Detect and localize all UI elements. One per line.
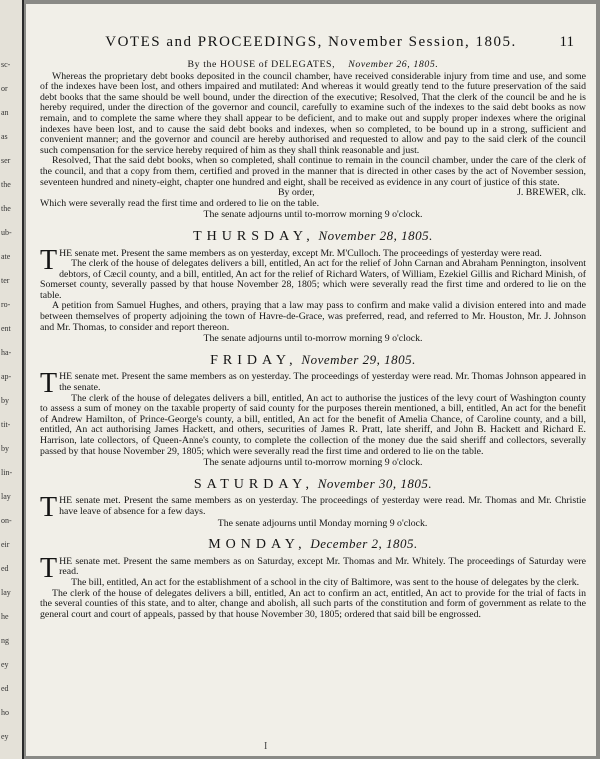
gutter-fragment: an — [1, 108, 9, 117]
adjourn-line: The senate adjourns until to-morrow morning 9 o'clock. — [203, 457, 423, 469]
adjourn-line: The senate adjourns until to-morrow morning 9 o'clock. — [203, 333, 423, 345]
gutter-fragment: lay — [1, 492, 11, 501]
day-heading — [40, 536, 586, 553]
gutter-fragment: ro- — [1, 300, 11, 309]
gutter-fragment: sc- — [1, 60, 11, 69]
day-date: November 30, 1805. — [313, 475, 433, 491]
adjacent-page-edge — [0, 0, 24, 759]
gutter-fragment: lay — [1, 588, 11, 597]
gutter-fragment: ey — [1, 732, 9, 741]
gutter-fragment: the — [1, 204, 11, 213]
adjourn-line: The senate adjourns until to-morrow morning 9 o'clock. — [203, 209, 423, 221]
gutter-fragment: ter — [1, 276, 10, 285]
gutter-fragment: tit- — [1, 420, 11, 429]
intro-paragraph: Resolved, That the said debt books, when so completed, shall continue to remain in the council chamber, under the care of the clerk of the council, and that a copy from them, certified and proved in the manner that is directed in other cases by the act of November session, seventeen hundred and ninety-eight, chapter one hundred and eight, shall be received as evidence in any court of justice of this state. — [40, 155, 586, 188]
gutter-fragment: or — [1, 84, 8, 93]
gutter-fragment: the — [1, 180, 11, 189]
gutter-fragment: eir — [1, 540, 10, 549]
day-heading — [40, 351, 586, 368]
gutter-fragment: ate — [1, 252, 11, 261]
day-name: MONDAY, — [208, 537, 307, 553]
by-order: By order, — [278, 187, 315, 199]
gutter-fragment: ey — [1, 660, 9, 669]
gutter-fragment: ed — [1, 684, 9, 693]
gutter-fragment: ap- — [1, 372, 12, 381]
gutter-fragment: lin- — [1, 468, 13, 477]
gutter-fragment: ho — [1, 708, 9, 717]
bottom-mark: I — [264, 741, 268, 752]
running-head: VOTES and PROCEEDINGS, November Session, 1805. — [105, 34, 517, 50]
day-paragraph: The clerk of the house of delegates delivers a bill, entitled, An act to authorise the justices of the levy court of Washington county to assess a sum of money on the taxable property of said county for the purposes therein mentioned, a bill, entitled, An act for the benefit of Andrew Hamilton, of Prince-George's county, a bill, entitled, An act for the benefit of Amelia Chance, of Caroline county, and a bill, entitled, An act authorising James Hackett, and others, securities of James R. Pratt, late sheriff, and John B. Hackett and Richard E. Harrison, late collectors, of Queen-Anne's county, to complete the collection of the money due the said sheriff and collectors, severally passed by that house November 29, 1805; which were severally read the first time and ordered to lie on the table. — [40, 392, 586, 457]
day-sections — [40, 227, 586, 620]
day-name: THURSDAY, — [193, 228, 315, 244]
day-date: November 29, 1805. — [297, 351, 416, 367]
page-number: 11 — [559, 34, 574, 50]
house-date: November 26, 1805. — [348, 59, 439, 70]
clerk-signature: J. BREWER, clk. — [517, 187, 586, 199]
gutter-fragment: ub- — [1, 228, 12, 237]
drop-cap: T — [40, 552, 58, 584]
day-paragraph: The clerk of the house of delegates delivers a bill, entitled, An act to confirm an act, entitled, An act to provide for the trial of facts in the several counties of this state, and to alter, change and abolish, all such parts of the constitution and form of government as relate to the general court and court of appeals, passed by that house November 30, 1805; ordered that said bill be engrossed. — [40, 587, 586, 620]
day-date: December 2, 1805. — [306, 536, 418, 552]
day-heading — [40, 227, 586, 244]
gutter-fragment: as — [1, 132, 8, 141]
drop-cap: T — [40, 492, 58, 524]
intro-paragraph: Whereas the proprietary debt books deposited in the council chamber, have received considerable injury from time and use, and some of the indexes have been lost, and others impaired and mutilated: And whereas it would greatly tend to the future preservation of the said debt books that the same should be well bound, under the direction of the executive; Resolved, That the clerk of the council be and he is hereby required, under the direction of the governor and council, carefully to examine such of the indexes to the said debt books as now remain, and to complete the same where they shall appear to be deficient, and to make out and supply proper indexes where the original indexes have been lost, and to cause the said debt books and indexes, when so completed, to be bound up in a strong, sufficient and convenient manner; and the governor and council are hereby authorised and requested to allow and pay to the said clerk of the council such compensation for the service hereby required of him as they shall think reasonable and just. — [40, 70, 586, 156]
day-paragraph: THE senate met. Present the same members as on yesterday, except Mr. M'Culloch. The proceedings of yesterday were read. — [40, 244, 542, 276]
day-paragraph: A petition from Samuel Hughes, and others, praying that a law may pass to confirm and make valid a division entered into and made between themselves of property adjoining the town of Havre-de-Grace, was preferred, read, and referred to Mr. Houston, Mr. J. Johnson and Mr. Thomas, to consider and report thereon. — [40, 300, 586, 333]
day-date: November 28, 1805. — [314, 227, 433, 243]
read-line: Which were severally read the first time and ordered to lie on the table. — [40, 197, 320, 209]
drop-cap: T — [40, 244, 58, 276]
day-name: FRIDAY, — [210, 352, 298, 368]
house-label: By the HOUSE of DELEGATES, — [187, 59, 336, 70]
day-paragraph: The clerk of the house of delegates delivers a bill, entitled, An act for the relief of John Carnan and Abraham Pennington, insolvent debtors, of Cæcil county, and a bill, entitled, An act for the relief of Richard Waters, of William, Ezekiel Gillis and Richard Minish, of Somerset county, severally passed by that house November 28, 1805; which were severally read the first time and ordered to lie on the table. — [40, 258, 586, 301]
gutter-fragment: ha- — [1, 348, 12, 357]
day-name: SATURDAY, — [193, 476, 314, 492]
day-paragraph: THE senate met. Present the same members as on yesterday. The proceedings of yesterday were read. Mr. Thomas and Mr. Christie have leave of absence for a few days. — [40, 492, 586, 524]
drop-cap: T — [40, 368, 58, 400]
gutter-fragment: by — [1, 444, 9, 453]
gutter-fragment: ng — [1, 636, 9, 645]
day-paragraph: The bill, entitled, An act for the establishment of a school in the city of Baltimore, was sent to the house of delegates by the clerk. — [71, 576, 580, 588]
day-paragraph: THE senate met. Present the same members as on Saturday, except Mr. Thomas and Mr. Whitely. The proceedings of Saturday were read. — [40, 552, 586, 584]
gutter-fragment: ed — [1, 564, 9, 573]
day-paragraph: THE senate met. Present the same members as on yesterday. The proceedings of yesterday were read. Mr. Thomas Johnson appeared in the senate. — [40, 368, 586, 400]
adjourn-line: The senate adjourns until Monday morning 9 o'clock. — [217, 517, 428, 529]
document-page — [26, 4, 596, 756]
gutter-fragment: he — [1, 612, 9, 621]
gutter-fragment: by — [1, 396, 9, 405]
page-body — [40, 60, 586, 620]
house-line — [40, 60, 586, 71]
day-heading — [40, 475, 586, 492]
gutter-fragment: ent — [1, 324, 11, 333]
gutter-fragment: on- — [1, 516, 12, 525]
gutter-fragment: ser — [1, 156, 11, 165]
